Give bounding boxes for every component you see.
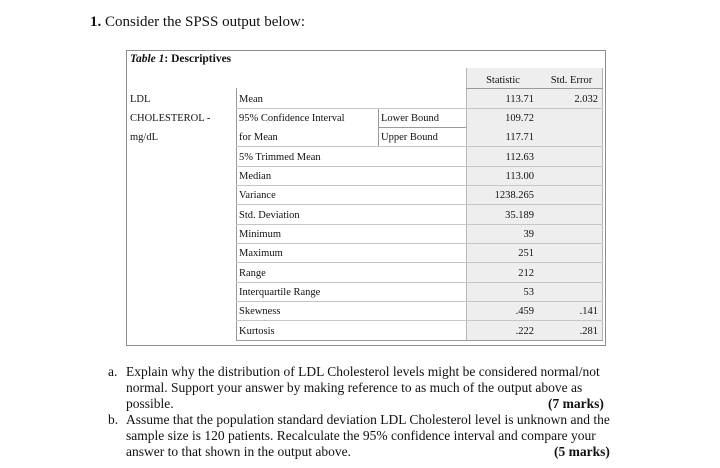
stat-value: 39 <box>523 229 534 240</box>
stat-value: 35.189 <box>505 210 534 221</box>
sub-label-upper: Upper Bound <box>381 132 438 143</box>
stat-value: 112.63 <box>505 152 534 163</box>
row-label: Kurtosis <box>239 326 275 337</box>
part-a-line: normal. Support your answer by making reference to as much of the output above as <box>126 380 583 395</box>
row-label: Interquartile Range <box>239 287 321 298</box>
row-line <box>236 320 603 321</box>
row-line <box>236 166 603 167</box>
row-label: Variance <box>239 190 276 201</box>
part-a-letter: a. <box>108 364 118 379</box>
stat-value: 1238.265 <box>494 190 534 201</box>
row-label: 95% Confidence Interval <box>239 113 345 124</box>
table-title: Table 1: Descriptives <box>130 53 232 65</box>
part-b-line: Assume that the population standard deviation LDL Cholesterol level is unknown and the <box>126 412 610 427</box>
part-a-line: possible. <box>126 396 174 411</box>
header-std-error: Std. Error <box>550 75 593 86</box>
part-a-line: Explain why the distribution of LDL Cholesterol levels might be considered normal/not <box>126 364 600 379</box>
row-line <box>236 185 603 186</box>
row-line <box>236 146 603 147</box>
variable-line-1: LDL <box>130 94 151 105</box>
row-line <box>236 243 603 244</box>
stat-value: .459 <box>515 306 534 317</box>
std-error-value: 2.032 <box>574 94 598 105</box>
part-b-line: sample size is 120 patients. Recalculate the 95% confidence interval and compare your <box>126 428 596 443</box>
row-label: Range <box>239 268 266 279</box>
stat-value: 109.72 <box>505 113 534 124</box>
stat-value: 113.71 <box>505 94 534 105</box>
row-line <box>236 282 603 283</box>
part-b-marks: (5 marks) <box>554 444 610 459</box>
row-label: Mean <box>239 94 263 105</box>
row-label: Skewness <box>239 306 281 317</box>
stat-value: .222 <box>515 326 534 337</box>
std-error-value: .281 <box>579 326 598 337</box>
question-text: Consider the SPSS output below: <box>105 14 306 30</box>
row-label: Maximum <box>239 248 283 259</box>
std-error-value: .141 <box>579 306 598 317</box>
question-number: 1. <box>90 14 102 30</box>
table-bottom <box>236 340 603 341</box>
stat-value: 212 <box>518 268 534 279</box>
row-label: Median <box>239 171 272 182</box>
header-statistic: Statistic <box>486 75 520 86</box>
row-label: Std. Deviation <box>239 210 300 221</box>
sub-label-lower: Lower Bound <box>381 113 440 124</box>
row-label: Minimum <box>239 229 282 240</box>
variable-line-2: CHOLESTEROL - <box>130 113 211 124</box>
row-label: for Mean <box>239 132 278 143</box>
stat-value: 117.71 <box>505 132 534 143</box>
row-label: 5% Trimmed Mean <box>239 152 321 163</box>
stat-value: 53 <box>523 287 534 298</box>
subcell-hline <box>378 127 466 128</box>
header-divider <box>466 88 603 89</box>
row-line <box>236 108 603 109</box>
row-line <box>236 204 603 205</box>
part-a-marks: (7 marks) <box>548 396 604 411</box>
row-line <box>236 224 603 225</box>
part-b-letter: b. <box>108 412 119 427</box>
part-b-line: answer to that shown in the output above. <box>126 444 351 459</box>
stat-value: 251 <box>518 248 534 259</box>
stat-value: 113.00 <box>505 171 534 182</box>
row-line <box>236 262 603 263</box>
variable-line-3: mg/dL <box>130 132 158 143</box>
row-line <box>236 301 603 302</box>
label-divider <box>236 88 237 340</box>
question-title <box>90 14 305 31</box>
